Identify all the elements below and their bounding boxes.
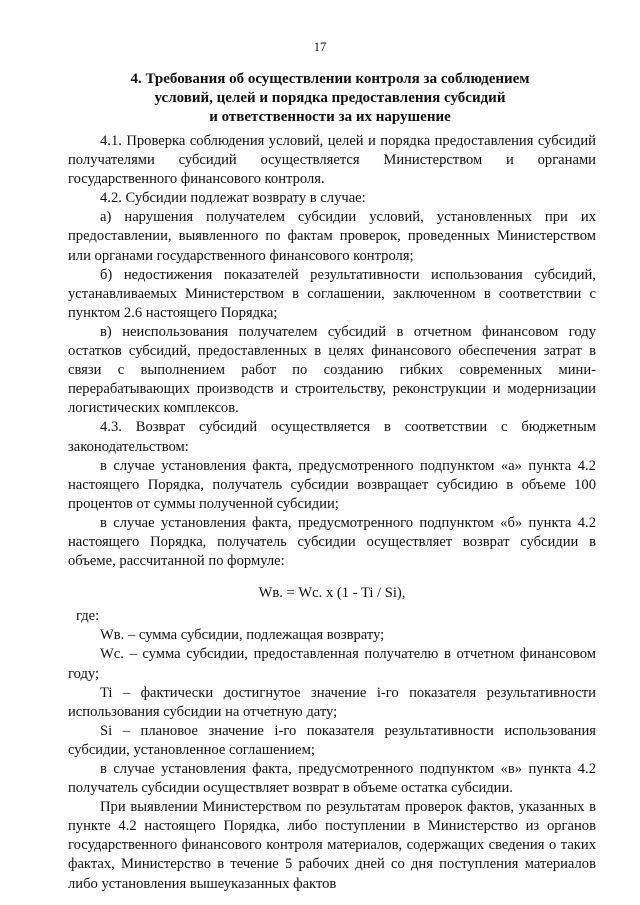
paragraph-4-2-b: б) недостижения показателей результативности использования субсидий, устанавливаемых Министерством в соглашении, заключенном в соответствии с пунктом 2.6 настоящего Порядка; <box>68 266 596 321</box>
where-label: где: <box>76 608 100 625</box>
paragraph-ministry-detection: При выявлении Министерством по результатам проверок фактов, указанных в пункте 4.2 настоящего Порядка, либо поступлении в Министерство из органов государственного финансового контроля материалов, содержащих сведения о таких фактах, Министерство в течение 5 рабочих дней со дня поступления материалов либо установления вышеуказанных фактов <box>68 799 596 892</box>
paragraph-4-1: 4.1. Проверка соблюдения условий, целей и порядка предоставления субсидий получателями субсидий осуществляется Министерством и органами государственного финансового контроля. <box>68 133 596 188</box>
section-heading-line-3: и ответственности за их нарушение <box>209 109 451 125</box>
refund-formula: Wв. = Wс. x (1 - Ti / Si), <box>258 585 406 602</box>
definition-ti: Ti – фактически достигнутое значение i-го показателя результативности использования субсидии на отчетную дату; <box>68 684 596 720</box>
paragraph-4-2: 4.2. Субсидии подлежат возврату в случае: <box>100 190 366 207</box>
section-heading-line-2: условий, целей и порядка предоставления субсидий <box>154 90 506 106</box>
document-body <box>68 132 596 894</box>
definition-ws: Wс. – сумма субсидии, предоставленная получателю в отчетном финансовом году; <box>68 646 596 682</box>
section-heading <box>60 70 600 127</box>
paragraph-4-2-v: в) неиспользования получателем субсидий в отчетном финансовом году остатков субсидий, предоставленных в целях финансового обеспечения затрат в связи с выполнением работ по созданию гибких современных мини-перерабатывающих производств и строительству, реконструкции и модернизации логистических комплексов. <box>68 323 596 417</box>
definition-si: Si – плановое значение i-го показателя результативности использования субсидии, установленное соглашением; <box>68 722 596 758</box>
paragraph-refund-case-v: в случае установления факта, предусмотренного подпунктом «в» пункта 4.2 получатель субсидии осуществляет возврат в объеме остатка субсидии. <box>68 761 596 797</box>
paragraph-4-2-a: а) нарушения получателем субсидии условий, установленных при их предоставлении, выявленного по фактам проверок, проведенных Министерством или органами государственного финансового контроля; <box>68 209 596 264</box>
paragraph-4-3: 4.3. Возврат субсидий осуществляется в соответствии с бюджетным законодательством: <box>68 419 596 455</box>
page-number: 17 <box>313 40 327 54</box>
paragraph-refund-case-b: в случае установления факта, предусмотренного подпунктом «б» пункта 4.2 настоящего Порядка, получатель субсидии осуществляет возврат субсидии в объеме, рассчитанной по формуле: <box>68 514 596 570</box>
section-heading-line-1: 4. Требования об осуществлении контроля за соблюдением <box>130 71 530 87</box>
paragraph-refund-case-a: в случае установления факта, предусмотренного подпунктом «а» пункта 4.2 настоящего Порядка, получатель субсидии возвращает субсидию в объеме 100 процентов от суммы полученной субсидии; <box>68 457 596 512</box>
definition-wv: Wв. – сумма субсидии, подлежащая возврату; <box>100 627 385 644</box>
